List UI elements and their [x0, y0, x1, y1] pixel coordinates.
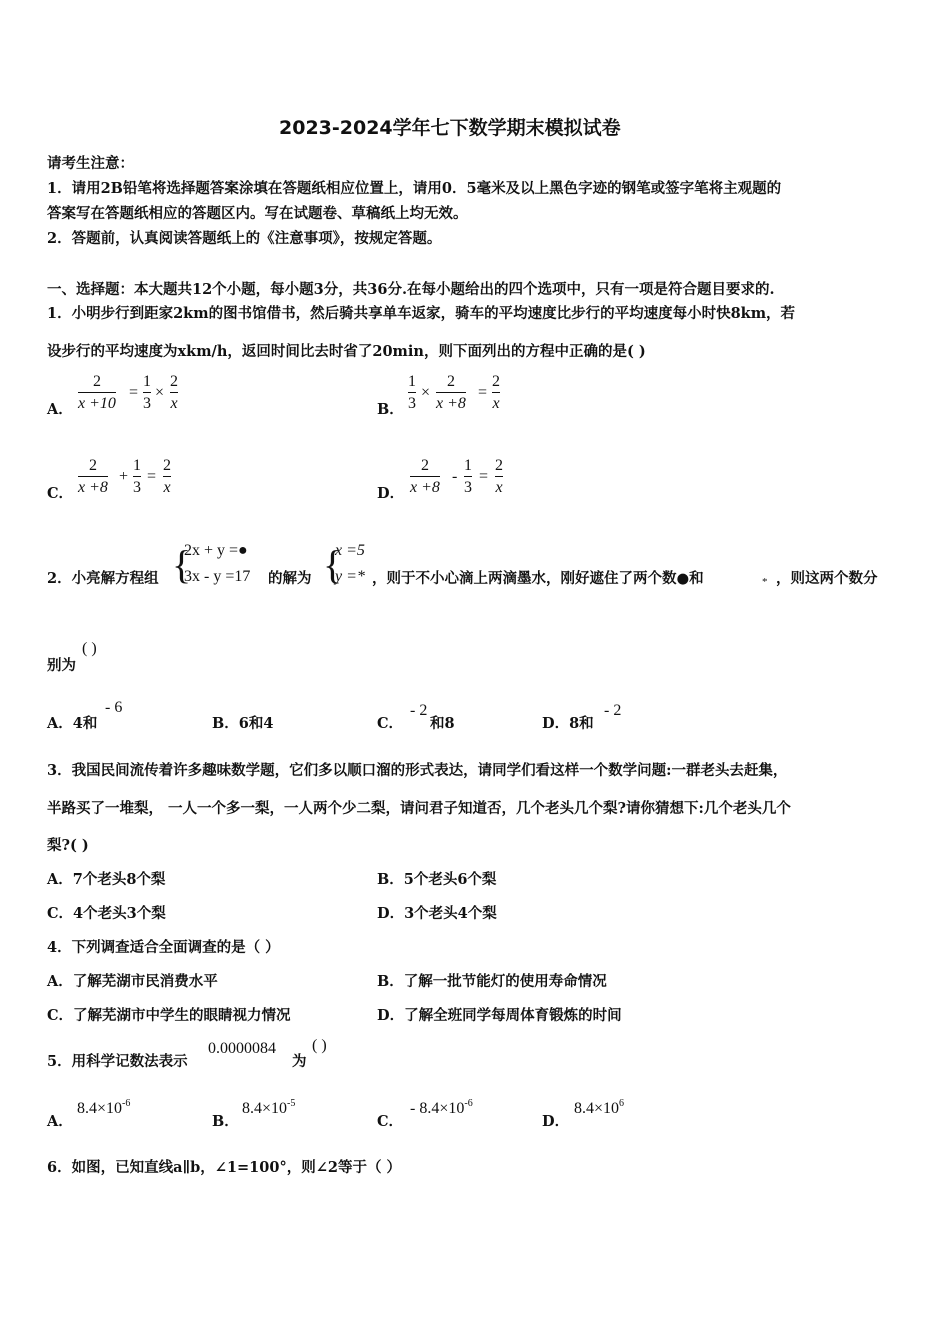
q1-a-frac1: 2 x +10	[78, 373, 116, 412]
q5-number: 0.0000084	[208, 1040, 276, 1057]
q5-stem-suffix: 为	[292, 1053, 307, 1070]
q1-option-c-label: C．	[47, 485, 74, 502]
q4-option-a: A．了解芜湖市民消费水平	[47, 973, 218, 990]
notice-line-1a: 1．请用2B铅笔将选择题答案涂填在答题纸相应位置上，请用0．5毫米及以上黑色字迹的钢笔或签字笔将主观题的	[47, 180, 782, 197]
q1-a-times: ×	[155, 384, 165, 401]
q5-option-d: $8.4\times 10^6$	[574, 1098, 625, 1117]
q1-c-frac1: 2 x +8	[78, 457, 108, 496]
q3-stem-line1: 3．我国民间流传着许多趣味数学题，它们多以顺口溜的形式表达，请同学们看这样一个数学问题:一群老头去赶集，	[47, 762, 788, 779]
q1-b-frac1: 1 3	[408, 373, 416, 412]
q1-c-plus: +	[119, 468, 129, 485]
q2-system-eq1: 2x + y =●	[184, 542, 248, 559]
q1-b-eq: =	[478, 384, 488, 401]
q1-d-eq: =	[479, 468, 489, 485]
q3-option-d: D．3个老头4个梨	[377, 905, 497, 922]
q2-stem-prefix: 2．小亮解方程组	[47, 570, 159, 587]
notice-line-1b: 答案写在答题纸相应的答题区内。写在试题卷、草稿纸上均无效。	[47, 205, 468, 222]
q1-a-frac3: 2 x	[170, 373, 178, 412]
q1-stem-line1: 1．小明步行到距家2km的图书馆借书，然后骑共享单车返家，骑车的平均速度比步行的平均速度每小时快8km，若	[47, 305, 796, 322]
q1-option-d-label: D．	[377, 485, 405, 502]
q3-option-b: B．5个老头6个梨	[377, 871, 497, 888]
q1-stem-line2: 设步行的平均速度为xkm/h，返回时间比去时省了20min，则下面列出的方程中正确的是( )	[47, 343, 646, 360]
q2-paren: ( )	[82, 640, 97, 657]
q1-b-frac3: 2 x	[492, 373, 500, 412]
q2-option-d: D．8和	[542, 715, 594, 732]
q1-option-a-label: A．	[47, 401, 73, 418]
q4-stem: 4．下列调查适合全面调查的是（ ）	[47, 939, 280, 956]
q5-option-b: $8.4\times 10^{-5}$	[242, 1098, 296, 1117]
notice-heading: 请考生注意：	[47, 155, 134, 172]
q1-d-frac1: 2 x +8	[410, 457, 440, 496]
q2-solution-y: y =*	[335, 568, 365, 585]
q2-option-d-value: - 2	[604, 702, 622, 719]
q3-stem-line2: 半路买了一堆梨， 一人一个多一梨，一人两个少二梨，请问君子知道否，几个老头几个梨?请你猜想下:几个老头几个	[47, 800, 791, 817]
q2-solution-x: x =5	[335, 542, 365, 559]
q4-option-b: B．了解一批节能灯的使用寿命情况	[377, 973, 607, 990]
q5-option-d-label: D．	[542, 1113, 570, 1130]
q3-option-a: A．7个老头8个梨	[47, 871, 166, 888]
q5-option-b-label: B．	[212, 1113, 239, 1130]
q1-d-minus: -	[452, 468, 458, 485]
q2-option-c-value: - 2	[410, 702, 428, 719]
q1-b-times: ×	[421, 384, 431, 401]
q1-c-eq: =	[147, 468, 157, 485]
q3-stem-line3: 梨?( )	[47, 837, 89, 854]
q2-stem-mid: 的解为	[268, 570, 312, 587]
q2-stem-suffix: ，则于不小心滴上两滴墨水，刚好遮住了两个数●和	[372, 570, 704, 587]
page-title: 2023-2024学年七下数学期末模拟试卷	[279, 117, 621, 139]
q2-stem-suffix2: ，则这两个数分	[776, 570, 878, 587]
q5-option-c-label: C．	[377, 1113, 404, 1130]
q1-b-frac2: 2 x +8	[436, 373, 466, 412]
q2-system-brace: {	[172, 542, 192, 587]
q1-d-frac2: 1 3	[464, 457, 472, 496]
q2-option-b: B．6和4	[212, 715, 274, 732]
q2-option-c: C．	[377, 715, 404, 732]
q2-option-a-value: - 6	[105, 699, 123, 716]
q3-option-c: C．4个老头3个梨	[47, 905, 166, 922]
q4-option-c: C．了解芜湖市中学生的眼睛视力情况	[47, 1007, 291, 1024]
q2-option-c-tail: 和8	[430, 715, 455, 732]
q1-a-eq: =	[129, 384, 139, 401]
q1-option-b-label: B．	[377, 401, 404, 418]
q4-option-d: D．了解全班同学每周体育锻炼的时间	[377, 1007, 622, 1024]
q1-c-frac2: 1 3	[133, 457, 141, 496]
section-heading: 一、选择题：本大题共12个小题，每小题3分，共36分.在每小题给出的四个选项中，只有一项是符合题目要求的.	[47, 281, 775, 298]
q6-stem: 6．如图，已知直线a∥b，∠1=100°，则∠2等于（ ）	[47, 1159, 401, 1176]
q2-star: *	[762, 576, 768, 588]
q5-option-a-label: A．	[47, 1113, 73, 1130]
q1-c-frac3: 2 x	[163, 457, 171, 496]
q5-stem-prefix: 5．用科学记数法表示	[47, 1053, 188, 1070]
q2-option-a: A．4和	[47, 715, 98, 732]
q1-d-frac3: 2 x	[495, 457, 503, 496]
q5-option-c: - $8.4\times 10^{-6}$	[410, 1098, 473, 1117]
q1-a-frac2: 1 3	[143, 373, 151, 412]
q5-option-a: $8.4\times 10^{-6}$	[77, 1098, 131, 1117]
q2-system-eq2: 3x - y =17	[184, 568, 251, 585]
q5-paren: ( )	[312, 1037, 327, 1054]
q2-stem-line2: 别为	[47, 657, 76, 674]
q2-solution-brace: {	[323, 542, 343, 587]
notice-line-2: 2．答题前，认真阅读答题纸上的《注意事项》，按规定答题。	[47, 230, 442, 247]
